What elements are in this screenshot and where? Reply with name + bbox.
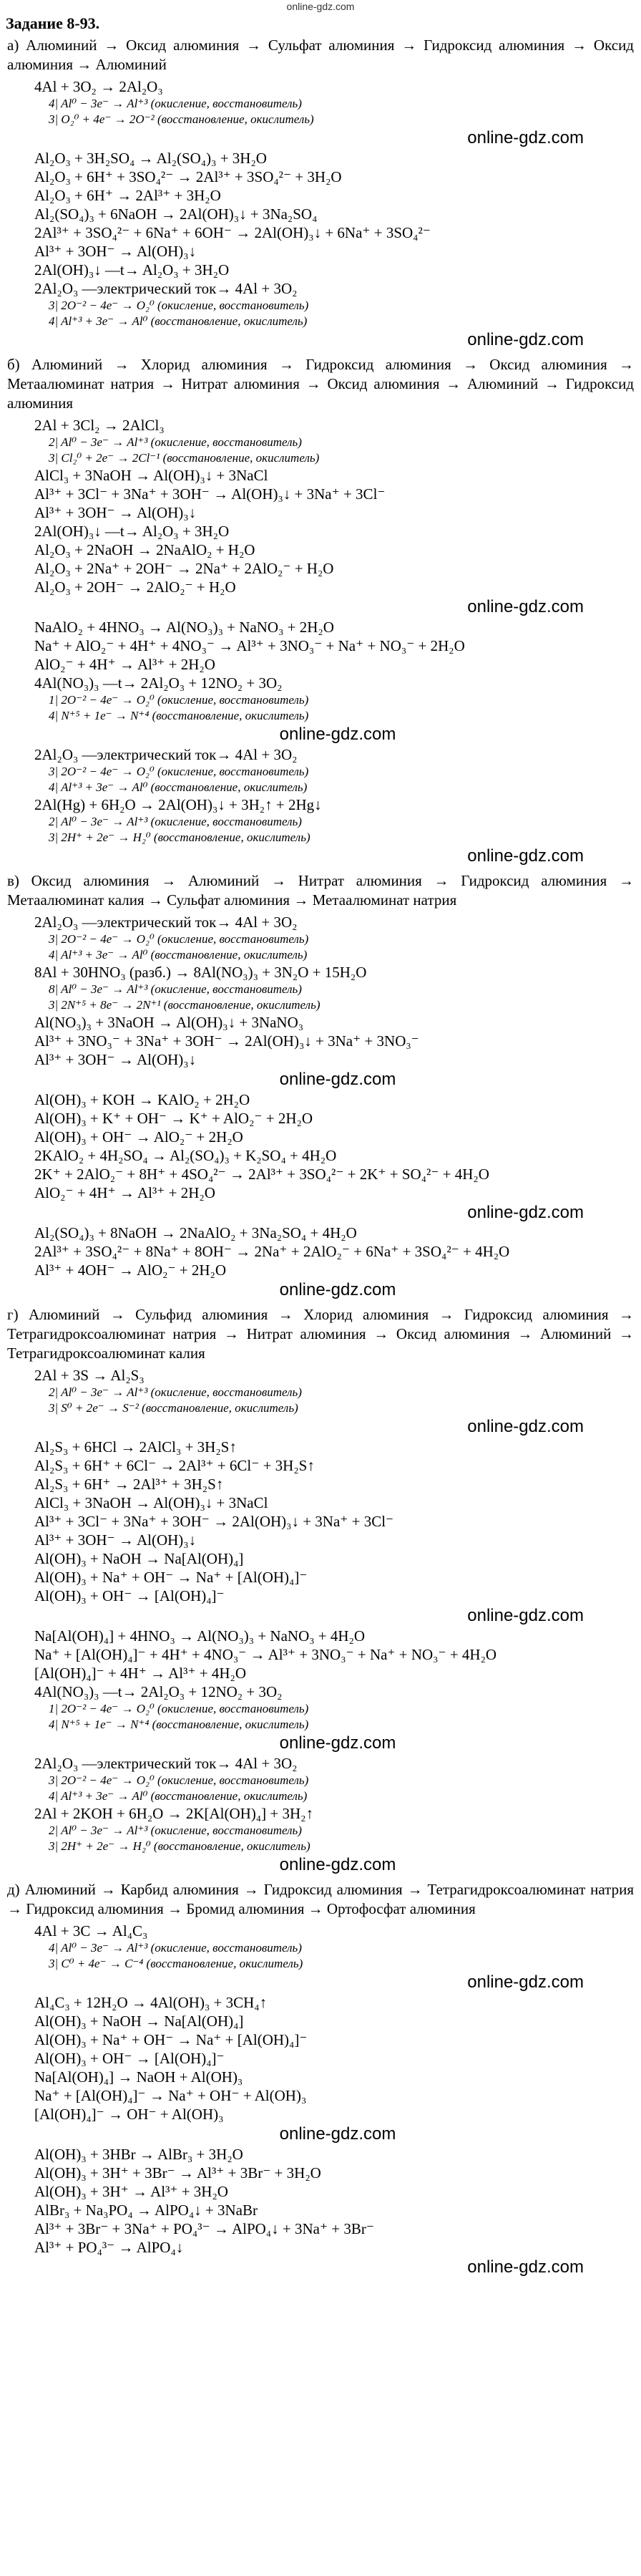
equation: Al(OH)₃ + OH⁻ → [Al(OH)₄]⁻: [34, 1587, 225, 1604]
equation: Al₂O₃ + 6H⁺ → 2Al³⁺ + 3H₂O: [34, 187, 221, 204]
equation: Al₄C₃ + 12H₂O → 4Al(OH)₃ + 3CH₄↑: [34, 1994, 268, 2011]
watermark: online-gdz.com: [279, 1280, 396, 1299]
watermark: online-gdz.com: [467, 1972, 584, 1992]
equation: Al(OH)₃ + OH⁻ → AlO₂⁻ + 2H₂O: [34, 1128, 243, 1146]
electron-balance: 3| S⁰ + 2e⁻ → S⁻² (восстановление, окислитель): [49, 1401, 298, 1415]
electron-balance: 2| Al⁰ − 3e⁻ → Al⁺³ (окисление, восстановитель): [49, 1385, 302, 1399]
equation: Na⁺ + AlO₂⁻ + 4H⁺ + 4NO₃⁻ → Al³⁺ + 3NO₃⁻ + Na⁺ + NO₃⁻ + 2H₂O: [34, 637, 465, 654]
electron-balance: 1| 2O⁻² − 4e⁻ → O₂⁰ (окисление, восстановитель): [49, 1702, 309, 1715]
electron-balance: 2| Al⁰ − 3e⁻ → Al⁺³ (окисление, восстановитель): [49, 815, 302, 828]
equation: Al(OH)₃ + 3H⁺ → Al³⁺ + 3H₂O: [34, 2183, 228, 2200]
equation: Al(OH)₃ + OH⁻ → [Al(OH)₄]⁻: [34, 2050, 225, 2067]
watermark: online-gdz.com: [467, 846, 584, 866]
equation: Al³⁺ + 3OH⁻ → Al(OH)₃↓: [34, 243, 197, 260]
watermark: online-gdz.com: [467, 1417, 584, 1436]
section-a: [0, 36, 641, 351]
electron-balance: 4| Al⁺³ + 3e⁻ → Al⁰ (восстановление, окислитель): [49, 780, 308, 794]
equation: Al₂O₃ + 2OH⁻ → 2AlO₂⁻ + H₂O: [34, 578, 236, 596]
equation: 2Al₂O₃ —электрический ток→ 4Al + 3O₂: [34, 280, 298, 297]
section-v: [0, 871, 641, 1301]
equation-list: [0, 1366, 641, 1876]
section-heading: г) Алюминий → Сульфид алюминия → Хлорид алюминия → Гидроксид алюминия → Тетрагидроксоалюминат натрия → Нитрат алюминия → Оксид алюминия → Алюминий → Тетрагидроксоалюминат калия: [7, 1306, 634, 1362]
watermark: online-gdz.com: [279, 725, 396, 744]
electron-balance: 2| Al⁰ − 3e⁻ → Al⁺³ (окисление, восстановитель): [49, 1824, 302, 1837]
watermark: online-gdz.com: [467, 597, 584, 616]
section-d: [0, 1880, 641, 2278]
equation: Al³⁺ + 3OH⁻ → Al(OH)₃↓: [34, 1531, 197, 1549]
electron-balance: 4| N⁺⁵ + 1e⁻ → N⁺⁴ (восстановление, окислитель): [49, 709, 309, 722]
electron-balance: 4| Al⁺³ + 3e⁻ → Al⁰ (восстановление, окислитель): [49, 1789, 308, 1803]
equation: AlCl₃ + 3NaOH → Al(OH)₃↓ + 3NaCl: [34, 1494, 268, 1511]
equation: Al₂O₃ + 6H⁺ + 3SO₄²⁻ → 2Al³⁺ + 3SO₄²⁻ + 3H₂O: [34, 168, 342, 185]
equation-list: [0, 913, 641, 1301]
electron-balance: 4| Al⁰ − 3e⁻ → Al⁺³ (окисление, восстановитель): [49, 97, 302, 110]
watermark: online-gdz.com: [467, 330, 584, 349]
equation: Al(OH)₃ + KOH → KAlO₂ + 2H₂O: [34, 1091, 250, 1108]
equation: 2Al + 3Cl₂ → 2AlCl₃: [34, 417, 165, 434]
watermark: online-gdz.com: [467, 1606, 584, 1625]
equation: [Al(OH)₄]⁻ + 4H⁺ → Al³⁺ + 4H₂O: [34, 1665, 247, 1682]
equation: Al³⁺ + 3Cl⁻ + 3Na⁺ + 3OH⁻ → Al(OH)₃↓ + 3Na⁺ + 3Cl⁻: [34, 485, 386, 503]
equation: Al³⁺ + 3OH⁻ → Al(OH)₃↓: [34, 1051, 197, 1068]
equation: Al₂(SO₄)₃ + 6NaOH → 2Al(OH)₃↓ + 3Na₂SO₄: [34, 205, 318, 223]
equation-list: [0, 416, 641, 867]
electron-balance: 3| O₂⁰ + 4e⁻ → 2O⁻² (восстановление, окислитель): [49, 112, 314, 126]
equation: Al³⁺ + 3OH⁻ → Al(OH)₃↓: [34, 504, 197, 521]
equation: 2Al₂O₃ —электрический ток→ 4Al + 3O₂: [34, 1755, 298, 1772]
watermark: online-gdz.com: [279, 2124, 396, 2144]
equation: Al³⁺ + 4OH⁻ → AlO₂⁻ + 2H₂O: [34, 1262, 227, 1279]
electron-balance: 3| 2H⁺ + 2e⁻ → H₂⁰ (восстановление, окислитель): [49, 1839, 310, 1853]
equation: 2Al + 2KOH + 6H₂O → 2K[Al(OH)₄] + 3H₂↑: [34, 1805, 313, 1822]
section-heading: а) Алюминий → Оксид алюминия → Сульфат алюминия → Гидроксид алюминия → Оксид алюминия → Алюминий: [7, 37, 634, 73]
equation: 2Al(Hg) + 6H₂O → 2Al(OH)₃↓ + 3H₂↑ + 2Hg↓: [34, 796, 322, 813]
equation: 2K⁺ + 2AlO₂⁻ + 8H⁺ + 4SO₄²⁻ → 2Al³⁺ + 3SO₄²⁻ + 2K⁺ + SO₄²⁻ + 4H₂O: [34, 1166, 489, 1183]
equation: Al³⁺ + 3NO₃⁻ + 3Na⁺ + 3OH⁻ → 2Al(OH)₃↓ + 3Na⁺ + 3NO₃⁻: [34, 1032, 419, 1050]
equation: Al₂S₃ + 6H⁺ → 2Al³⁺ + 3H₂S↑: [34, 1476, 224, 1493]
electron-balance: 3| Cl₂⁰ + 2e⁻ → 2Cl⁻¹ (восстановление, окислитель): [49, 451, 320, 465]
watermark: online-gdz.com: [279, 1733, 396, 1753]
electron-balance: 3| 2O⁻² − 4e⁻ → O₂⁰ (окисление, восстановитель): [49, 765, 309, 778]
equation: Al₂O₃ + 3H₂SO₄ → Al₂(SO₄)₃ + 3H₂O: [34, 150, 267, 167]
electron-balance: 2| Al⁰ − 3e⁻ → Al⁺³ (окисление, восстановитель): [49, 435, 302, 449]
equation: Na[Al(OH)₄] + 4HNO₃ → Al(NO₃)₃ + NaNO₃ + 4H₂O: [34, 1627, 366, 1645]
watermark: online-gdz.com: [279, 1855, 396, 1874]
equation: Al(OH)₃ + 3HBr → AlBr₃ + 3H₂O: [34, 2146, 243, 2163]
equation: 2Al(OH)₃↓ —t→ Al₂O₃ + 3H₂O: [34, 523, 230, 540]
electron-balance: 4| Al⁺³ + 3e⁻ → Al⁰ (восстановление, окислитель): [49, 314, 308, 328]
equation: 4Al + 3C → Al₄C₃: [34, 1922, 148, 1940]
equation: Al(OH)₃ + NaOH → Na[Al(OH)₄]: [34, 1550, 244, 1567]
equation: 2KAlO₂ + 4H₂SO₄ → Al₂(SO₄)₃ + K₂SO₄ + 4H₂O: [34, 1147, 337, 1164]
equation: 2Al³⁺ + 3SO₄²⁻ + 6Na⁺ + 6OH⁻ → 2Al(OH)₃↓ + 6Na⁺ + 3SO₄²⁻: [34, 224, 431, 241]
equation: Na[Al(OH)₄] → NaOH + Al(OH)₃: [34, 2068, 243, 2086]
header-watermark: online-gdz.com: [286, 1, 355, 12]
section-heading: в) Оксид алюминия → Алюминий → Нитрат алюминия → Гидроксид алюминия → Метаалюминат калия → Сульфат алюминия → Метаалюминат натрия: [7, 872, 634, 909]
equation: 2Al + 3S → Al₂S₃: [34, 1367, 145, 1384]
section-b: [0, 355, 641, 867]
section-g: [0, 1305, 641, 1876]
task-title: Задание 8-93.: [6, 14, 100, 32]
equation: Al³⁺ + 3Cl⁻ + 3Na⁺ + 3OH⁻ → 2Al(OH)₃↓ + 3Na⁺ + 3Cl⁻: [34, 1513, 394, 1530]
electron-balance: 3| 2O⁻² − 4e⁻ → O₂⁰ (окисление, восстановитель): [49, 1773, 309, 1787]
watermark: online-gdz.com: [467, 2257, 584, 2277]
equation: 2Al₂O₃ —электрический ток→ 4Al + 3O₂: [34, 914, 298, 931]
equation: 4Al(NO₃)₃ —t→ 2Al₂O₃ + 12NO₂ + 3O₂: [34, 674, 283, 692]
equation: Al(OH)₃ + NaOH → Na[Al(OH)₄]: [34, 2013, 244, 2030]
equation: Al₂(SO₄)₃ + 8NaOH → 2NaAlO₂ + 3Na₂SO₄ + 4H₂O: [34, 1224, 357, 1241]
watermark: online-gdz.com: [279, 1070, 396, 1089]
equation: Al₂S₃ + 6H⁺ + 6Cl⁻ → 2Al³⁺ + 6Cl⁻ + 3H₂S↑: [34, 1457, 315, 1474]
electron-balance: 4| Al⁰ − 3e⁻ → Al⁺³ (окисление, восстановитель): [49, 1941, 302, 1955]
solution-body: [0, 36, 641, 2282]
electron-balance: 3| 2H⁺ + 2e⁻ → H₂⁰ (восстановление, окислитель): [49, 831, 310, 844]
electron-balance: 4| Al⁺³ + 3e⁻ → Al⁰ (восстановление, окислитель): [49, 948, 308, 962]
equation: AlBr₃ + Na₃PO₄ → AlPO₄↓ + 3NaBr: [34, 2202, 258, 2219]
equation: Al³⁺ + 3Br⁻ + 3Na⁺ + PO₄³⁻ → AlPO₄↓ + 3Na⁺ + 3Br⁻: [34, 2220, 374, 2237]
equation: 8Al + 30HNO₃ (разб.) → 8Al(NO₃)₃ + 3N₂O + 15H₂O: [34, 964, 367, 981]
electron-balance: 3| C⁰ + 4e⁻ → C⁻⁴ (восстановление, окислитель): [49, 1957, 303, 1970]
equation: Al₂O₃ + 2NaOH → 2NaAlO₂ + H₂O: [34, 541, 255, 558]
electron-balance: 3| 2O⁻² − 4e⁻ → O₂⁰ (окисление, восстановитель): [49, 299, 309, 312]
equation: 4Al + 3O₂ → 2Al₂O₃: [34, 78, 163, 95]
equation: Al(NO₃)₃ + 3NaOH → Al(OH)₃↓ + 3NaNO₃: [34, 1014, 304, 1031]
equation: Al₂S₃ + 6HCl → 2AlCl₃ + 3H₂S↑: [34, 1438, 237, 1456]
electron-balance: 4| N⁺⁵ + 1e⁻ → N⁺⁴ (восстановление, окислитель): [49, 1718, 309, 1731]
equation: Al(OH)₃ + Na⁺ + OH⁻ → Na⁺ + [Al(OH)₄]⁻: [34, 2031, 308, 2048]
equation-list: [0, 1922, 641, 2278]
equation: Al₂O₃ + 2Na⁺ + 2OH⁻ → 2Na⁺ + 2AlO₂⁻ + H₂O: [34, 560, 334, 577]
equation: AlO₂⁻ + 4H⁺ → Al³⁺ + 2H₂O: [34, 1184, 215, 1201]
equation: [Al(OH)₄]⁻ → OH⁻ + Al(OH)₃: [34, 2106, 224, 2123]
equation: 2Al³⁺ + 3SO₄²⁻ + 8Na⁺ + 8OH⁻ → 2Na⁺ + 2AlO₂⁻ + 6Na⁺ + 3SO₄²⁻ + 4H₂O: [34, 1243, 510, 1260]
equation: Na⁺ + [Al(OH)₄]⁻ → Na⁺ + OH⁻ + Al(OH)₃: [34, 2087, 307, 2104]
equation: 2Al(OH)₃↓ —t→ Al₂O₃ + 3H₂O: [34, 261, 230, 279]
watermark: online-gdz.com: [467, 128, 584, 147]
equation-list: [0, 77, 641, 351]
section-heading: д) Алюминий → Карбид алюминия → Гидроксид алюминия → Тетрагидроксоалюминат натрия → Гидроксид алюминия → Бромид алюминия → Ортофосфат алюминия: [7, 1881, 634, 1917]
equation: Al(OH)₃ + 3H⁺ + 3Br⁻ → Al³⁺ + 3Br⁻ + 3H₂O: [34, 2164, 321, 2182]
equation: Al³⁺ + PO₄³⁻ → AlPO₄↓: [34, 2239, 184, 2256]
electron-balance: 8| Al⁰ − 3e⁻ → Al⁺³ (окисление, восстановитель): [49, 982, 302, 996]
section-heading: б) Алюминий → Хлорид алюминия → Гидроксид алюминия → Оксид алюминия → Метаалюминат натрия → Нитрат алюминия → Оксид алюминия → Алюминий → Гидроксид алюминия: [7, 356, 634, 412]
equation: AlO₂⁻ + 4H⁺ → Al³⁺ + 2H₂O: [34, 656, 215, 673]
equation: Na⁺ + [Al(OH)₄]⁻ + 4H⁺ + 4NO₃⁻ → Al³⁺ + 3NO₃⁻ + Na⁺ + NO₃⁻ + 4H₂O: [34, 1646, 497, 1663]
equation: NaAlO₂ + 4HNO₃ → Al(NO₃)₃ + NaNO₃ + 2H₂O: [34, 619, 334, 636]
equation: AlCl₃ + 3NaOH → Al(OH)₃↓ + 3NaCl: [34, 467, 268, 484]
watermark: online-gdz.com: [467, 1203, 584, 1222]
equation: Al(OH)₃ + K⁺ + OH⁻ → K⁺ + AlO₂⁻ + 2H₂O: [34, 1110, 313, 1127]
equation: Al(OH)₃ + Na⁺ + OH⁻ → Na⁺ + [Al(OH)₄]⁻: [34, 1569, 308, 1586]
equation: 2Al₂O₃ —электрический ток→ 4Al + 3O₂: [34, 746, 298, 763]
electron-balance: 3| 2N⁺⁵ + 8e⁻ → 2N⁺¹ (восстановление, окислитель): [49, 998, 320, 1012]
electron-balance: 3| 2O⁻² − 4e⁻ → O₂⁰ (окисление, восстановитель): [49, 932, 309, 946]
equation: 4Al(NO₃)₃ —t→ 2Al₂O₃ + 12NO₂ + 3O₂: [34, 1683, 283, 1700]
electron-balance: 1| 2O⁻² − 4e⁻ → O₂⁰ (окисление, восстановитель): [49, 693, 309, 707]
